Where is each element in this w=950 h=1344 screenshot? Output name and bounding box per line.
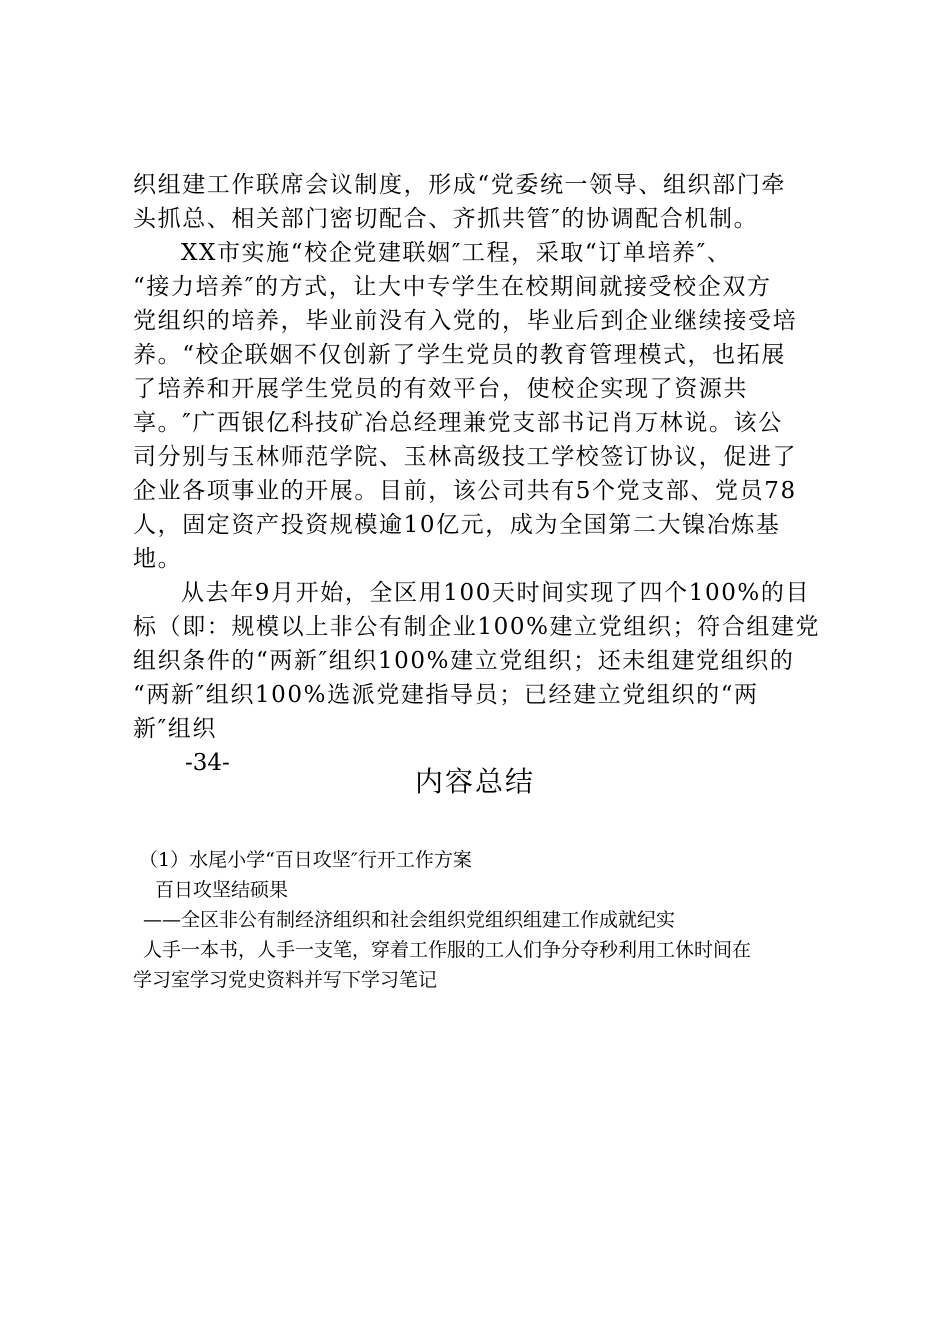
body-line: 织组建工作联席会议制度，形成“党委统一领导、组织部门牵 [133,172,786,198]
summary-text [133,845,833,995]
paragraph-start-line: XX市实施“校企党建联姻″工程，采取“订单培养″、 [181,240,732,266]
body-line: 新″组织 [133,716,217,742]
body-line: 党组织的培养，毕业前没有入党的，毕业后到企业继续接受培 [133,308,798,334]
body-line: 了培养和开展学生党员的有效平台，使校企实现了资源共 [133,376,748,402]
page-number: -34- [185,750,230,776]
paragraph-start-line: 从去年9月开始，全区用100天时间实现了四个100%的目 [181,580,811,606]
summary-line: （1）水尾小学“百日攻坚″行开工作方案 [139,849,472,871]
body-text [133,168,825,780]
body-line: “两新″组织100%选派党建指导员；已经建立党组织的“两 [133,682,759,708]
body-line: 标（即：规模以上非公有制企业100%建立党组织；符合组建党 [133,614,821,640]
body-line: 组织条件的“两新″组织100%建立党组织；还未组建党组织的 [133,648,795,674]
body-line: 司分别与玉林师范学院、玉林高级技工学校签订协议，促进了 [133,444,798,470]
summary-line: ——全区非公有制经济组织和社会组织党组织组建工作成就纪实 [143,909,676,931]
body-line: 享。″广西银亿科技矿冶总经理兼党支部书记肖万林说。该公 [133,410,783,436]
summary-title: 内容总结 [414,765,535,798]
summary-line: 学习室学习党史资料并写下学习笔记 [133,969,438,991]
body-line: 地。 [133,546,183,572]
body-line: 人，固定资产投资规模逾10亿元，成为全国第二大镍冶炼基 [133,512,781,538]
body-line: 企业各项事业的开展。目前，该公司共有5个党支部、党员78 [133,478,797,504]
summary-line: 百日攻坚结硕果 [155,879,289,901]
body-line: 养。“校企联姻不仅创新了学生党员的教育管理模式，也拓展 [133,342,786,368]
summary-line: 人手一本书，人手一支笔，穿着工作服的工人们争分夺秒利用工休时间在 [143,939,752,961]
body-line: 头抓总、相关部门密切配合、齐抓共管″的协调配合机制。 [133,206,759,232]
body-line: “接力培养″的方式，让大中专学生在校期间就接受校企双方 [133,274,772,300]
